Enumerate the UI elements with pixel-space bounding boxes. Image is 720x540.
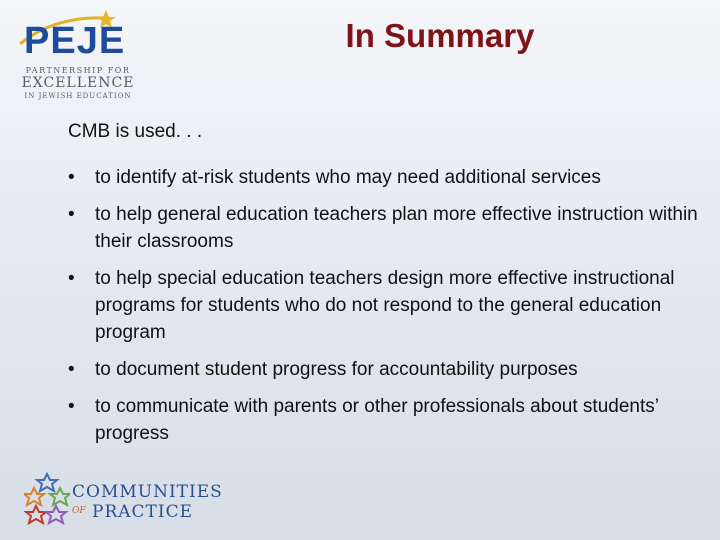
intro-text: CMB is used. . . [68, 121, 203, 142]
bullet-icon: • [68, 204, 75, 225]
bullet-item [68, 265, 698, 346]
bullet-icon: • [68, 359, 75, 380]
slide-title: In Summary [345, 17, 535, 54]
peje-logo [14, 8, 144, 103]
peje-tagline-2: EXCELLENCE [21, 75, 135, 91]
bullet-text: to help general education teachers plan more effective instruction within their classrooms [95, 204, 698, 252]
bullet-list [68, 164, 698, 447]
bullet-item [68, 393, 698, 447]
bullet-text: to document student progress for accountability purposes [95, 359, 578, 380]
bullet-text: to help special education teachers design more effective instructional programs for students who do not respond to the general education program [95, 268, 675, 343]
bullet-text: to identify at-risk students who may need additional services [95, 167, 601, 188]
bullet-item [68, 164, 698, 191]
star-cluster-icon [24, 470, 70, 530]
bullet-icon: • [68, 167, 75, 188]
cop-word-communities: COMMUNITIES [72, 482, 223, 502]
cop-word-of: OF [72, 506, 86, 516]
peje-tagline-1: PARTNERSHIP FOR [25, 66, 131, 75]
cop-word-practice: PRACTICE [92, 502, 193, 522]
bullet-text: to communicate with parents or other professionals about students’ progress [95, 396, 659, 444]
bullet-item [68, 201, 698, 255]
slide-content [68, 120, 698, 457]
peje-tagline-3: IN JEWISH EDUCATION [24, 92, 132, 100]
bullet-icon: • [68, 268, 75, 289]
bullet-icon: • [68, 396, 75, 417]
bullet-item [68, 356, 698, 383]
communities-of-practice-logo [24, 470, 223, 532]
peje-wordmark: PEJE [24, 20, 126, 62]
